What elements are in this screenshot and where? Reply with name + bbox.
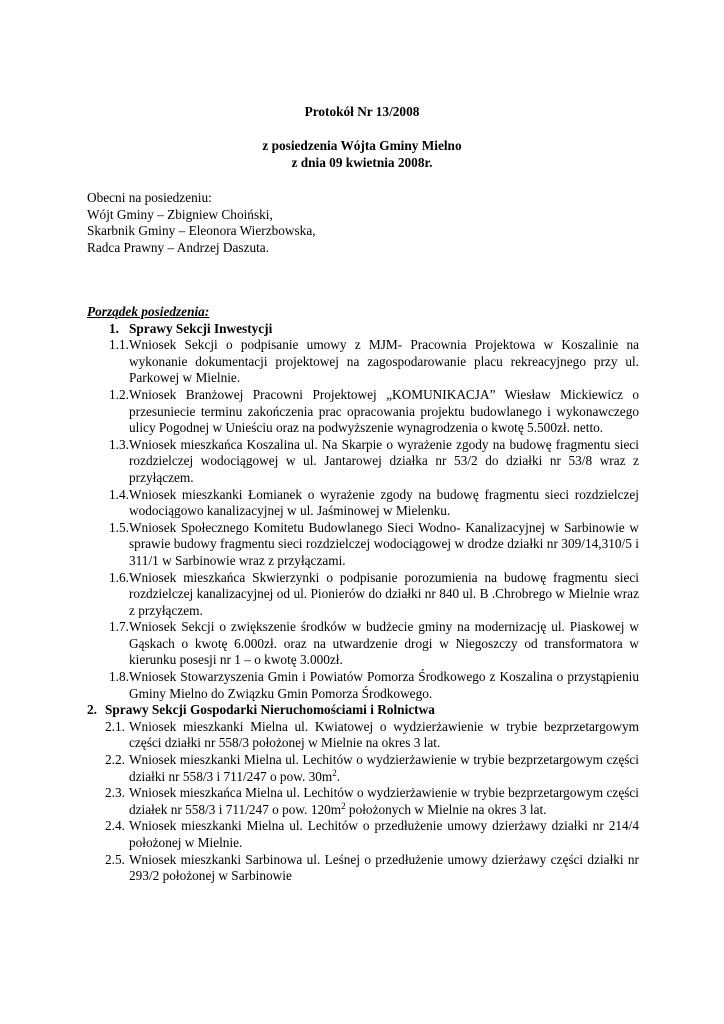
section-number: 2.: [87, 702, 97, 718]
agenda-item: [87, 719, 639, 752]
agenda-title: Porządek posiedzenia:: [87, 304, 210, 319]
section-title: Sprawy Sekcji Inwestycji: [129, 320, 273, 336]
item-text: Wniosek mieszkanki Sarbinowa ul. Leśnej o przedłużenie umowy dzierżawy części działki nr 293/2 położonej w Sarbinowie: [129, 851, 639, 884]
item-text: Wniosek Sekcji o podpisanie umowy z MJM- Pracownia Projektowa w Koszalinie na wykonanie dokumentacji projektowej na zagospodarowanie placu rekreacyjnego przy ul. Parkowej w Mielnie.: [129, 337, 639, 386]
attendee-line: Radca Prawny – Andrzej Daszuta.: [87, 239, 270, 255]
attendee-line: Wójt Gminy – Zbigniew Choiński,: [87, 206, 273, 222]
superscript: 2: [332, 767, 337, 778]
item-number: 2.3.: [105, 785, 125, 801]
item-text: Wniosek mieszkańca Skwierzynki o podpisanie porozumienia na budowę fragmentu sieci rozdzielczej kanalizacyjnej od ul. Pionierów do działki nr 840 ul. B .Chrobrego w Mielnie wraz z przyłączem.: [129, 569, 639, 618]
agenda-item: [87, 387, 639, 437]
section-heading: [87, 321, 639, 338]
item-text-tail: położonych w Mielnie na okres 3 lat.: [345, 801, 547, 817]
agenda-item: [87, 818, 639, 851]
item-number: 1.7.: [109, 619, 129, 635]
document-subtitle: z posiedzenia Wójta Gminy Mielno: [262, 138, 462, 153]
item-text: Wniosek mieszkańca Mielna ul. Lechitów o wydzierżawienie w trybie bezprzetargowym części działek nr 558/3 i 711/247 o pow. 120m: [129, 785, 639, 817]
agenda-item: [87, 785, 639, 818]
item-number: 1.6.: [109, 569, 129, 585]
agenda-item: [87, 520, 639, 570]
attendees-heading: Obecni na posiedzeniu:: [87, 190, 212, 205]
item-text: Wniosek Stowarzyszenia Gmin i Powiatów Pomorza Środkowego z Koszalina o przystąpieniu Gminy Mielno do Związku Gmin Pomorza Środkowego.: [129, 669, 639, 701]
item-number: 1.8.: [109, 669, 129, 685]
section-heading: [87, 702, 639, 719]
item-number: 2.5.: [105, 851, 125, 867]
item-number: 1.3.: [109, 436, 129, 452]
superscript: 2: [341, 800, 346, 811]
document-date: z dnia 09 kwietnia 2008r.: [291, 155, 433, 170]
section-number: 1.: [109, 320, 119, 336]
item-text: Wniosek mieszkanki Łomianek o wyrażenie zgody na budowę fragmentu sieci rozdzielczej wodociągowo kanalizacyjnej w ul. Jaśminowej w Mielenku.: [129, 486, 639, 519]
item-text: Wniosek mieszkanki Mielna ul. Lechitów o wydzierżawienie w trybie bezprzetargowym części działki nr 558/3 i 711/247 o pow. 30m: [129, 752, 639, 784]
item-number: 2.4.: [105, 818, 125, 834]
agenda-block: [87, 304, 639, 885]
attendee-line: Skarbnik Gminy – Eleonora Wierzbowska,: [87, 223, 316, 239]
item-text-tail: .: [336, 768, 341, 784]
item-text: Wniosek Sekcji o zwiększenie środków w budżecie gminy na modernizację ul. Piaskowej w Gąskach o kwotę 6.000zł. oraz na utwardzenie drogi w Niegoszczy od transformatora w kierunku posesji nr 1 – o kwotę 3.000zł.: [129, 619, 639, 668]
agenda-item: [87, 852, 639, 885]
item-text: Wniosek mieszkanki Mielna ul. Lechitów o przedłużenie umowy dzierżawy działki nr 214/4 położonej w Mielnie.: [129, 818, 639, 850]
section-title: Sprawy Sekcji Gospodarki Nieruchomościami i Rolnictwa: [105, 702, 435, 718]
item-text: Wniosek Branżowej Pracowni Projektowej „KOMUNIKACJA” Wiesław Mickiewicz o przesuniecie terminu zakończenia prac opracowania projektu budowlanego i wykonawczego ulicy Pogodnej w Unieściu oraz na podwyższenie wynagrodzenia o kwotę 5.500zł. netto.: [129, 386, 639, 436]
item-number: 2.1.: [105, 718, 125, 734]
agenda-item: [87, 487, 639, 520]
item-text: Wniosek Społecznego Komitetu Budowlanego Sieci Wodno- Kanalizacyjnej w Sarbinowie w sprawie budowy fragmentu sieci rozdzielczej wodociągowej w drodze działki nr 309/14,310/5 i 311/1 w Sarbinowie wraz z przyłączami.: [129, 519, 639, 568]
agenda-item: [87, 669, 639, 702]
agenda-item: [87, 619, 639, 669]
agenda-item: [87, 337, 639, 387]
item-number: 1.5.: [109, 519, 129, 535]
item-number: 1.2.: [109, 386, 129, 402]
item-number: 2.2.: [105, 752, 125, 768]
document-title: Protokół Nr 13/2008: [304, 104, 420, 119]
item-number: 1.4.: [109, 486, 129, 502]
item-text: Wniosek mieszkanki Mielna ul. Kwiatowej o wydzierżawienie w trybie bezprzetargowym części działki nr 558/3 położonej w Mielnie na okres 3 lat.: [129, 718, 639, 751]
item-number: 1.1.: [109, 337, 129, 353]
item-text: Wniosek mieszkańca Koszalina ul. Na Skarpie o wyrażenie zgody na budowę fragmentu sieci rozdzielczej wodociągowej w ul. Jantarowej działka nr 53/2 do działki nr 53/8 wraz z przyłączem.: [129, 436, 639, 485]
agenda-item: [87, 752, 639, 785]
agenda-item: [87, 437, 639, 487]
agenda-item: [87, 570, 639, 620]
attendees-block: [87, 190, 647, 256]
